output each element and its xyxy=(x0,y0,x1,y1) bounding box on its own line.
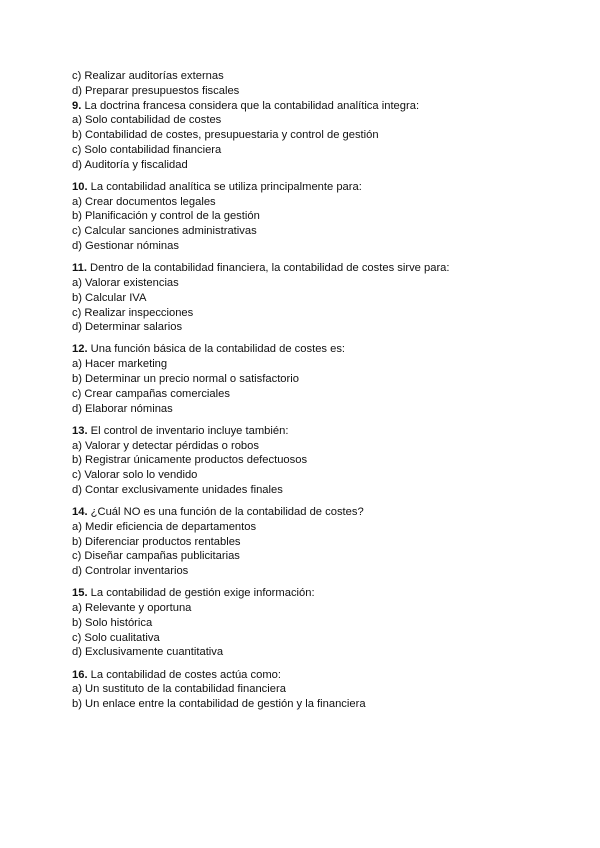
question-prompt: El control de inventario incluye también: xyxy=(90,424,289,437)
option-line: d) Auditoría y fiscalidad xyxy=(72,158,188,171)
question-block xyxy=(72,180,542,254)
question-block xyxy=(72,424,542,498)
question-text xyxy=(72,261,542,276)
option-line: a) Solo contabilidad de costes xyxy=(72,114,222,127)
option-line: b) Registrar únicamente productos defectuosos xyxy=(72,454,308,467)
option-line: b) Contabilidad de costes, presupuestaria y control de gestión xyxy=(72,129,379,142)
question-block xyxy=(72,342,542,416)
question-block xyxy=(72,505,542,579)
option-line: a) Medir eficiencia de departamentos xyxy=(72,520,257,533)
question-prompt: La contabilidad de costes actúa como: xyxy=(90,668,281,681)
option-line: a) Un sustituto de la contabilidad financiera xyxy=(72,683,286,696)
question-text xyxy=(72,424,542,439)
question-number: 16. xyxy=(72,668,88,681)
option-line: d) Preparar presupuestos fiscales xyxy=(72,84,240,97)
question-number: 11. xyxy=(72,262,87,275)
question-text xyxy=(72,342,542,357)
option-line: d) Determinar salarios xyxy=(72,321,183,334)
question-block xyxy=(72,99,542,173)
question-block xyxy=(72,261,542,335)
option-line: b) Determinar un precio normal o satisfactorio xyxy=(72,373,299,386)
option-line: c) Diseñar campañas publicitarias xyxy=(72,550,240,563)
option-line: b) Solo histórica xyxy=(72,616,153,629)
question-block xyxy=(72,586,542,660)
option-line: c) Solo cualitativa xyxy=(72,631,160,644)
question-prompt: La contabilidad analítica se utiliza principalmente para: xyxy=(90,180,362,193)
question-prompt: Una función básica de la contabilidad de costes es: xyxy=(90,343,346,356)
question-number: 9. xyxy=(72,99,82,112)
option-line: d) Gestionar nóminas xyxy=(72,240,179,253)
question-prompt: La doctrina francesa considera que la contabilidad analítica integra: xyxy=(84,99,420,112)
option-line: c) Realizar inspecciones xyxy=(72,306,194,319)
option-line: b) Diferenciar productos rentables xyxy=(72,535,241,548)
option-line: a) Crear documentos legales xyxy=(72,195,216,208)
quiz-column xyxy=(72,69,542,712)
option-line: a) Valorar y detectar pérdidas o robos xyxy=(72,439,259,452)
option-line: d) Controlar inventarios xyxy=(72,565,189,578)
option-line: a) Relevante y oportuna xyxy=(72,602,192,615)
question-number: 15. xyxy=(72,587,88,600)
question-text xyxy=(72,668,542,683)
option-line: c) Crear campañas comerciales xyxy=(72,387,230,400)
intro-block xyxy=(72,69,542,99)
question-text xyxy=(72,99,542,114)
option-line: c) Solo contabilidad financiera xyxy=(72,143,222,156)
question-text xyxy=(72,505,542,520)
question-number: 14. xyxy=(72,506,88,518)
option-line: b) Calcular IVA xyxy=(72,291,147,304)
question-list xyxy=(72,99,542,712)
question-text xyxy=(72,586,542,601)
option-line: d) Contar exclusivamente unidades finales xyxy=(72,483,283,496)
option-line: d) Elaborar nóminas xyxy=(72,402,173,415)
option-line: c) Realizar auditorías externas xyxy=(72,70,224,82)
question-number: 12. xyxy=(72,343,88,356)
option-line: d) Exclusivamente cuantitativa xyxy=(72,646,224,659)
question-prompt: La contabilidad de gestión exige información: xyxy=(90,587,315,600)
question-text xyxy=(72,180,542,195)
question-number: 13. xyxy=(72,424,88,437)
option-line: b) Planificación y control de la gestión xyxy=(72,210,260,223)
question-number: 10. xyxy=(72,180,88,193)
question-prompt: ¿Cuál NO es una función de la contabilidad de costes? xyxy=(90,506,364,518)
option-line: a) Valorar existencias xyxy=(72,276,179,289)
option-line: c) Calcular sanciones administrativas xyxy=(72,225,257,238)
option-line: c) Valorar solo lo vendido xyxy=(72,469,198,482)
question-block xyxy=(72,668,542,712)
option-line: b) Un enlace entre la contabilidad de gestión y la financiera xyxy=(72,698,366,711)
question-prompt: Dentro de la contabilidad financiera, la contabilidad de costes sirve para: xyxy=(90,262,450,275)
option-line: a) Hacer marketing xyxy=(72,358,168,371)
